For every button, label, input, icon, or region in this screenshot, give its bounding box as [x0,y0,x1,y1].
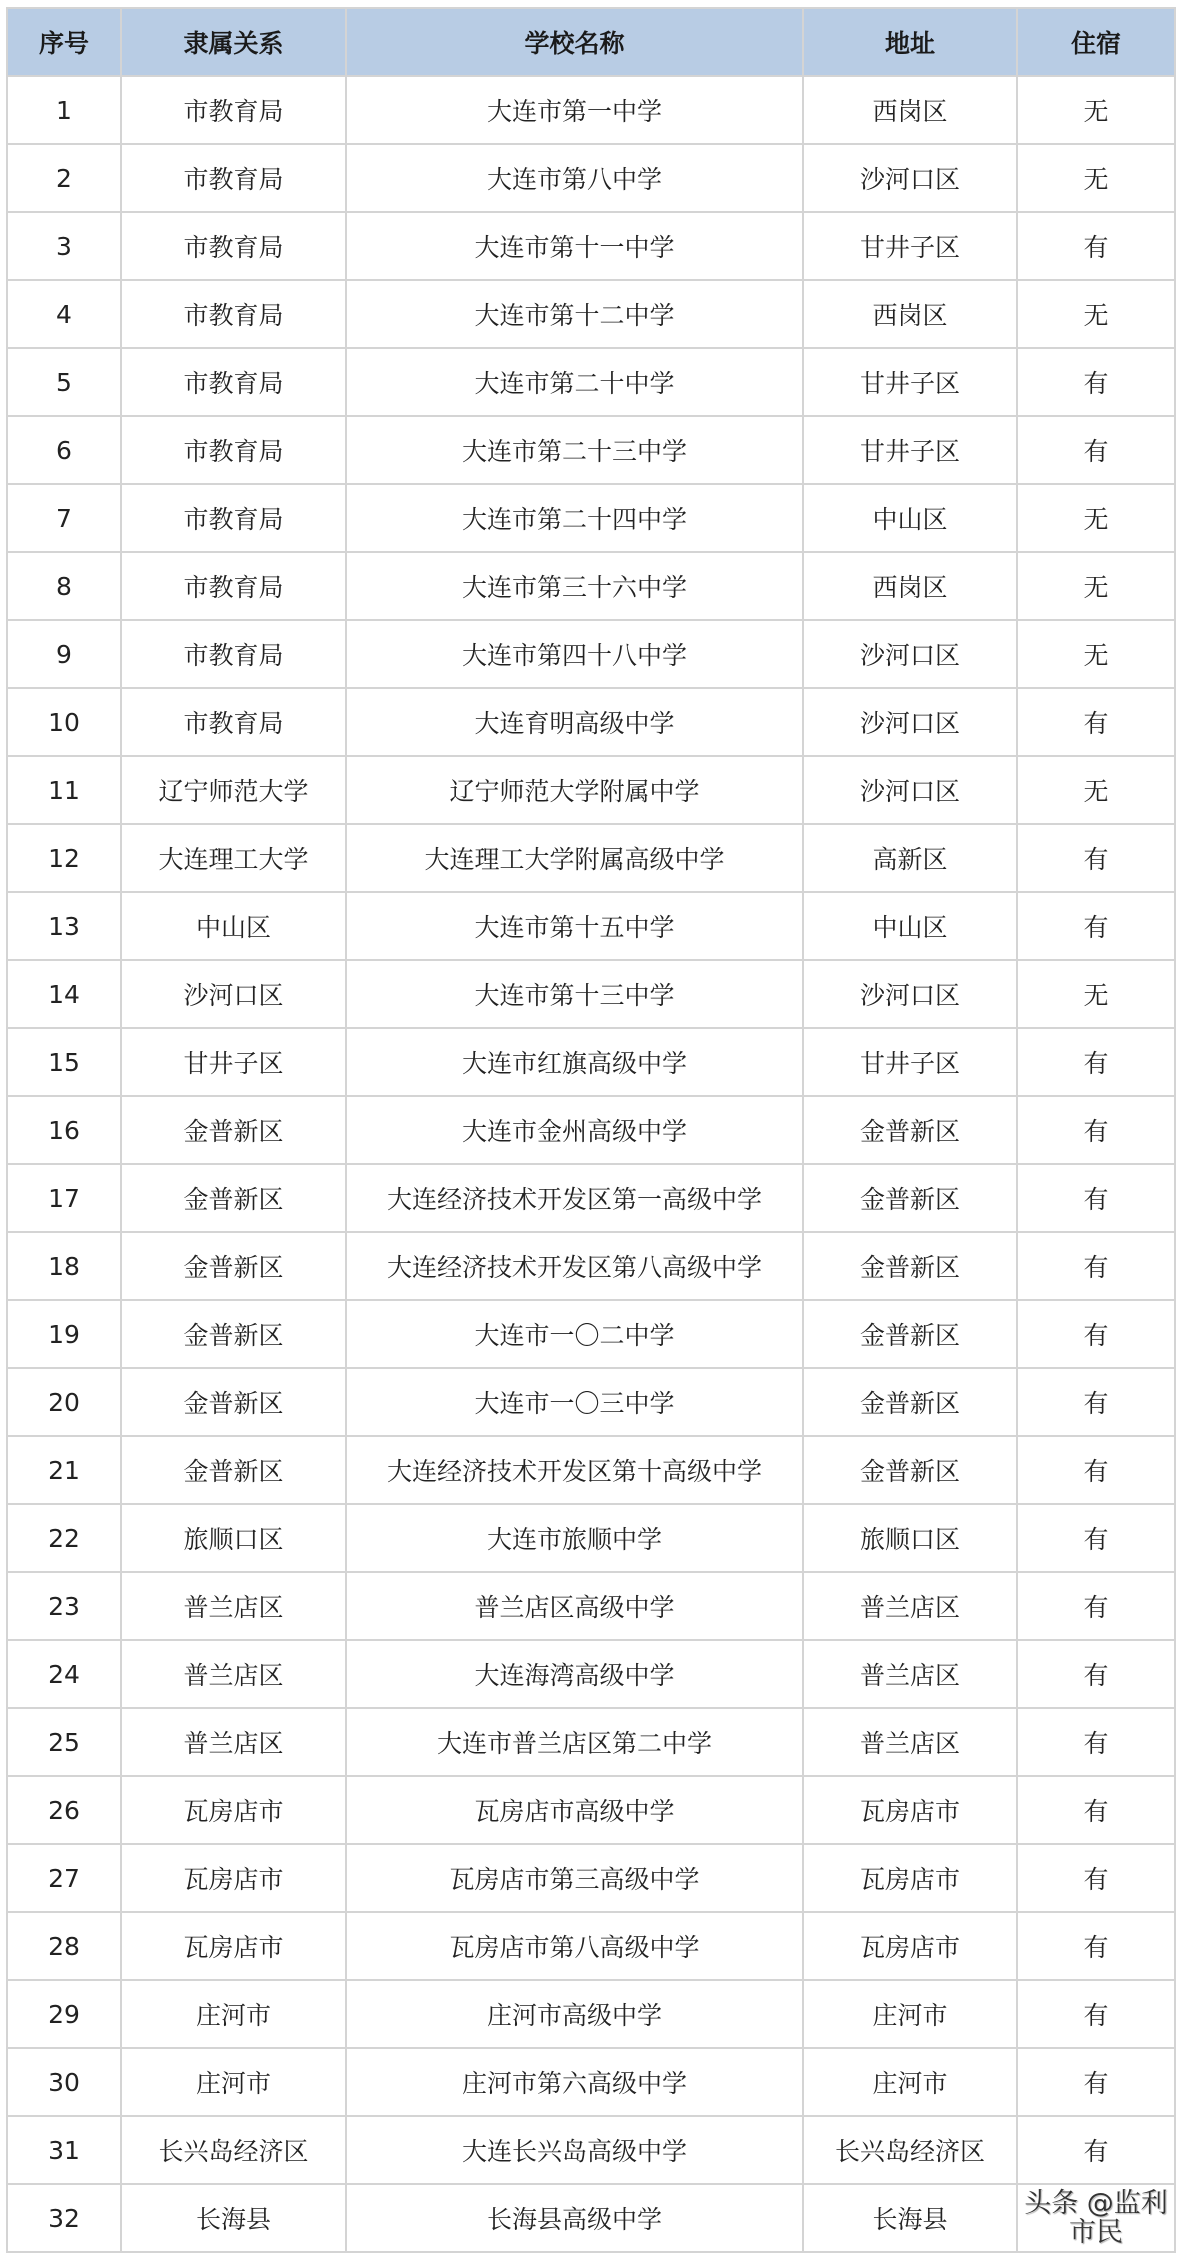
cell-affiliation: 瓦房店市 [121,1776,346,1844]
table-row [7,688,1175,756]
cell-school-name: 大连市金州高级中学 [346,1096,803,1164]
cell-school-name: 大连市第十一中学 [346,212,803,280]
cell-address: 金普新区 [803,1436,1017,1504]
cell-school-name: 大连海湾高级中学 [346,1640,803,1708]
cell-school-name: 大连市一〇三中学 [346,1368,803,1436]
cell-boarding: 无 [1017,756,1175,824]
cell-school-name: 大连市第四十八中学 [346,620,803,688]
header-index: 序号 [7,8,121,76]
cell-index: 5 [7,348,121,416]
table-row [7,756,1175,824]
table-row [7,1028,1175,1096]
cell-affiliation: 金普新区 [121,1164,346,1232]
cell-school-name: 大连市第十二中学 [346,280,803,348]
cell-boarding: 有 [1017,1096,1175,1164]
cell-address: 西岗区 [803,280,1017,348]
cell-address: 庄河市 [803,2048,1017,2116]
cell-boarding: 有 [1017,1028,1175,1096]
table-row [7,1368,1175,1436]
cell-index: 29 [7,1980,121,2048]
cell-index: 26 [7,1776,121,1844]
cell-school-name: 大连市旅顺中学 [346,1504,803,1572]
table-row [7,960,1175,1028]
header-school-name: 学校名称 [346,8,803,76]
cell-school-name: 瓦房店市高级中学 [346,1776,803,1844]
cell-address: 金普新区 [803,1164,1017,1232]
cell-boarding: 有 [1017,1232,1175,1300]
cell-affiliation: 庄河市 [121,2048,346,2116]
cell-boarding: 无 [1017,484,1175,552]
cell-boarding [1017,2184,1175,2252]
cell-school-name: 大连理工大学附属高级中学 [346,824,803,892]
cell-boarding: 无 [1017,552,1175,620]
cell-index: 19 [7,1300,121,1368]
cell-boarding: 有 [1017,824,1175,892]
cell-affiliation: 市教育局 [121,484,346,552]
cell-boarding: 无 [1017,280,1175,348]
cell-school-name: 大连市第十三中学 [346,960,803,1028]
cell-affiliation: 市教育局 [121,144,346,212]
cell-boarding: 无 [1017,620,1175,688]
cell-boarding: 有 [1017,1300,1175,1368]
header-affiliation: 隶属关系 [121,8,346,76]
cell-address: 金普新区 [803,1300,1017,1368]
cell-boarding: 有 [1017,892,1175,960]
cell-address: 西岗区 [803,552,1017,620]
cell-address: 庄河市 [803,1980,1017,2048]
cell-school-name: 大连长兴岛高级中学 [346,2116,803,2184]
cell-affiliation: 沙河口区 [121,960,346,1028]
cell-boarding: 有 [1017,1436,1175,1504]
cell-school-name: 庄河市第六高级中学 [346,2048,803,2116]
cell-index: 16 [7,1096,121,1164]
cell-index: 22 [7,1504,121,1572]
table-row [7,552,1175,620]
cell-index: 18 [7,1232,121,1300]
table-row [7,1776,1175,1844]
table-row [7,280,1175,348]
cell-address: 沙河口区 [803,756,1017,824]
cell-affiliation: 甘井子区 [121,1028,346,1096]
cell-address: 瓦房店市 [803,1776,1017,1844]
cell-index: 24 [7,1640,121,1708]
cell-boarding: 有 [1017,212,1175,280]
cell-boarding: 有 [1017,1708,1175,1776]
cell-address: 甘井子区 [803,416,1017,484]
cell-index: 30 [7,2048,121,2116]
cell-address: 中山区 [803,892,1017,960]
cell-index: 8 [7,552,121,620]
cell-boarding: 有 [1017,416,1175,484]
table-row [7,76,1175,144]
cell-boarding: 有 [1017,688,1175,756]
table-row [7,1300,1175,1368]
cell-index: 23 [7,1572,121,1640]
cell-affiliation: 市教育局 [121,76,346,144]
cell-index: 2 [7,144,121,212]
cell-school-name: 大连育明高级中学 [346,688,803,756]
cell-affiliation: 市教育局 [121,620,346,688]
cell-affiliation: 普兰店区 [121,1708,346,1776]
cell-address: 普兰店区 [803,1572,1017,1640]
cell-address: 沙河口区 [803,620,1017,688]
cell-school-name: 长海县高级中学 [346,2184,803,2252]
cell-affiliation: 大连理工大学 [121,824,346,892]
cell-affiliation: 普兰店区 [121,1572,346,1640]
cell-affiliation: 瓦房店市 [121,1912,346,1980]
cell-affiliation: 市教育局 [121,416,346,484]
cell-boarding: 无 [1017,960,1175,1028]
table-row [7,620,1175,688]
table-row [7,824,1175,892]
cell-index: 3 [7,212,121,280]
cell-boarding: 有 [1017,1776,1175,1844]
cell-school-name: 大连市第八中学 [346,144,803,212]
cell-address: 长海县 [803,2184,1017,2252]
cell-school-name: 大连经济技术开发区第十高级中学 [346,1436,803,1504]
cell-school-name: 大连市第二十三中学 [346,416,803,484]
header-boarding: 住宿 [1017,8,1175,76]
cell-address: 西岗区 [803,76,1017,144]
cell-address: 瓦房店市 [803,1844,1017,1912]
cell-index: 25 [7,1708,121,1776]
cell-index: 6 [7,416,121,484]
cell-index: 20 [7,1368,121,1436]
table-row [7,1844,1175,1912]
cell-address: 沙河口区 [803,688,1017,756]
cell-index: 28 [7,1912,121,1980]
cell-index: 14 [7,960,121,1028]
cell-index: 7 [7,484,121,552]
cell-school-name: 大连市第二十中学 [346,348,803,416]
cell-affiliation: 市教育局 [121,688,346,756]
cell-index: 1 [7,76,121,144]
cell-affiliation: 辽宁师范大学 [121,756,346,824]
table-row [7,1912,1175,1980]
cell-boarding: 有 [1017,1640,1175,1708]
cell-school-name: 大连市第二十四中学 [346,484,803,552]
cell-address: 沙河口区 [803,144,1017,212]
cell-address: 瓦房店市 [803,1912,1017,1980]
table-row [7,892,1175,960]
cell-school-name: 大连市普兰店区第二中学 [346,1708,803,1776]
cell-index: 11 [7,756,121,824]
cell-school-name: 大连市红旗高级中学 [346,1028,803,1096]
cell-address: 沙河口区 [803,960,1017,1028]
cell-affiliation: 金普新区 [121,1368,346,1436]
cell-address: 甘井子区 [803,348,1017,416]
schools-table [6,7,1176,2253]
cell-address: 普兰店区 [803,1708,1017,1776]
cell-address: 金普新区 [803,1096,1017,1164]
table-row [7,1232,1175,1300]
cell-school-name: 辽宁师范大学附属中学 [346,756,803,824]
table-row [7,1436,1175,1504]
watermark: 头条 @监利市民 [1024,2188,1168,2248]
cell-address: 长兴岛经济区 [803,2116,1017,2184]
table-row [7,2116,1175,2184]
cell-address: 甘井子区 [803,212,1017,280]
cell-boarding: 有 [1017,348,1175,416]
cell-school-name: 普兰店区高级中学 [346,1572,803,1640]
cell-index: 17 [7,1164,121,1232]
cell-index: 12 [7,824,121,892]
cell-affiliation: 金普新区 [121,1232,346,1300]
cell-address: 甘井子区 [803,1028,1017,1096]
cell-address: 旅顺口区 [803,1504,1017,1572]
cell-boarding: 有 [1017,1844,1175,1912]
cell-index: 32 [7,2184,121,2252]
table-row [7,1708,1175,1776]
cell-affiliation: 市教育局 [121,280,346,348]
cell-affiliation: 市教育局 [121,348,346,416]
table-row [7,144,1175,212]
cell-boarding: 有 [1017,1912,1175,1980]
cell-school-name: 大连市第一中学 [346,76,803,144]
cell-index: 27 [7,1844,121,1912]
cell-index: 21 [7,1436,121,1504]
table-row [7,348,1175,416]
cell-address: 高新区 [803,824,1017,892]
cell-boarding: 有 [1017,1368,1175,1436]
table-row [7,416,1175,484]
table-row [7,484,1175,552]
table-row [7,1096,1175,1164]
cell-affiliation: 市教育局 [121,212,346,280]
cell-index: 13 [7,892,121,960]
table-row [7,1980,1175,2048]
cell-affiliation: 普兰店区 [121,1640,346,1708]
cell-index: 31 [7,2116,121,2184]
cell-index: 10 [7,688,121,756]
cell-affiliation: 中山区 [121,892,346,960]
cell-boarding: 有 [1017,1504,1175,1572]
cell-school-name: 大连经济技术开发区第八高级中学 [346,1232,803,1300]
cell-school-name: 瓦房店市第八高级中学 [346,1912,803,1980]
cell-affiliation: 瓦房店市 [121,1844,346,1912]
cell-school-name: 瓦房店市第三高级中学 [346,1844,803,1912]
cell-affiliation: 市教育局 [121,552,346,620]
cell-address: 金普新区 [803,1368,1017,1436]
cell-school-name: 庄河市高级中学 [346,1980,803,2048]
cell-boarding: 有 [1017,1572,1175,1640]
header-address: 地址 [803,8,1017,76]
cell-school-name: 大连市第十五中学 [346,892,803,960]
cell-affiliation: 金普新区 [121,1436,346,1504]
cell-boarding: 有 [1017,1980,1175,2048]
cell-address: 普兰店区 [803,1640,1017,1708]
cell-affiliation: 长海县 [121,2184,346,2252]
cell-address: 中山区 [803,484,1017,552]
table-row [7,1640,1175,1708]
cell-index: 15 [7,1028,121,1096]
table-row [7,1572,1175,1640]
cell-school-name: 大连市一〇二中学 [346,1300,803,1368]
cell-affiliation: 旅顺口区 [121,1504,346,1572]
table-row [7,212,1175,280]
cell-affiliation: 长兴岛经济区 [121,2116,346,2184]
cell-index: 4 [7,280,121,348]
cell-boarding: 无 [1017,76,1175,144]
cell-boarding: 有 [1017,2116,1175,2184]
table-row [7,2048,1175,2116]
cell-school-name: 大连经济技术开发区第一高级中学 [346,1164,803,1232]
cell-boarding: 无 [1017,144,1175,212]
table-row [7,2184,1175,2252]
cell-boarding: 有 [1017,2048,1175,2116]
cell-boarding: 有 [1017,1164,1175,1232]
cell-index: 9 [7,620,121,688]
cell-affiliation: 金普新区 [121,1300,346,1368]
cell-school-name: 大连市第三十六中学 [346,552,803,620]
header-row [7,8,1175,76]
table-row [7,1504,1175,1572]
cell-address: 金普新区 [803,1232,1017,1300]
cell-affiliation: 庄河市 [121,1980,346,2048]
cell-affiliation: 金普新区 [121,1096,346,1164]
table-row [7,1164,1175,1232]
